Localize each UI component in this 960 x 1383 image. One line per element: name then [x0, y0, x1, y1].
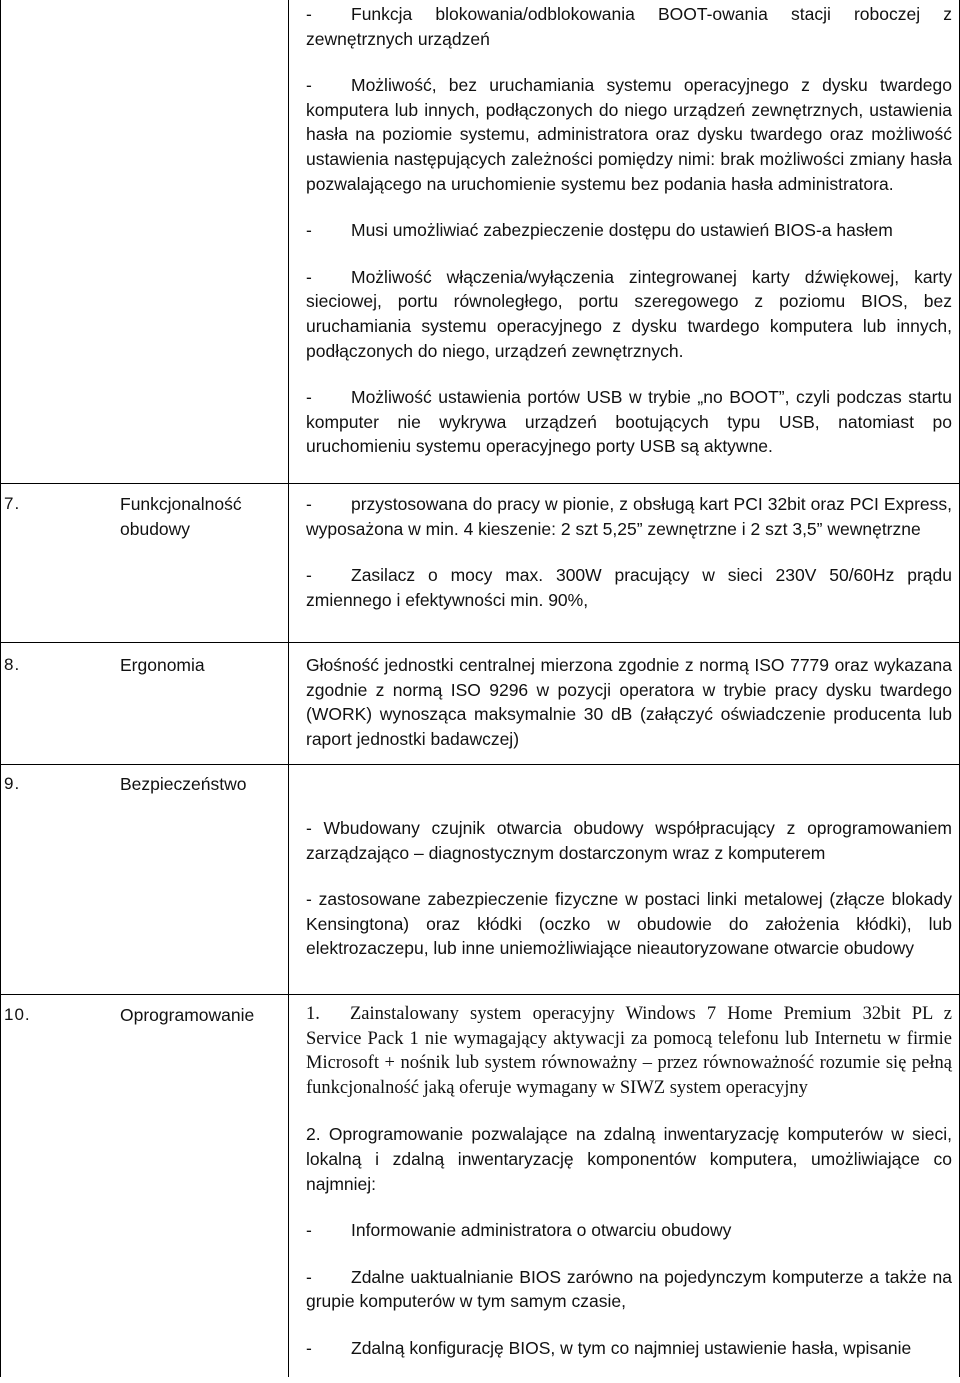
software-subitem: - Informowanie administratora o otwarciu obudowy	[306, 1220, 732, 1241]
software-item-1: 1. Zainstalowany system operacyjny Windows 7 Home Premium 32bit PL z Service Pack 1 nie wymagający aktywacji za pomocą telefonu lub Internetu w firmie Microsoft + nośnik lub system równoważny – przez równoważność rozumie się pełną funkcjonalność jaką oferuje wymagany w SIWZ system operacyjny	[306, 1004, 952, 1098]
requirement-item: - Musi umożliwiać zabezpieczenie dostępu do ustawień BIOS-a hasłem	[306, 220, 893, 241]
row-content-bezpieczenstwo	[306, 816, 952, 983]
table-left-border	[0, 0, 1, 1377]
requirement-item: - Możliwość włączenia/wyłączenia zintegrowanej karty dźwiękowej, karty sieciowej, portu równoległego, portu szeregowego z poziomu BIOS, bez uruchamiania systemu operacyjnego z dysku twardego komputera lub innych, podłączonych do niego, urządzeń zewnętrznych.	[306, 266, 952, 361]
requirement-text: Głośność jednostki centralnej mierzona zgodnie z normą ISO 7779 oraz wykazana zgodnie z normą ISO 9296 w pozycji operatora w trybie pracy dysku twardego (WORK) wynosząca maksymalnie 30 dB (załączyć oświadczenie producenta lub raport jednostki badawczej)	[306, 655, 952, 749]
row-label: Oprogramowanie	[120, 1005, 255, 1025]
table-column-divider	[288, 0, 289, 1377]
row-divider-10	[0, 994, 960, 995]
row-label: Bezpieczeństwo	[120, 774, 247, 794]
row-label: Funkcjonalność obudowy	[120, 494, 242, 539]
row-divider-8	[0, 642, 960, 643]
requirement-item: - Funkcja blokowania/odblokowania BOOT-owania stacji roboczej z zewnętrznych urządzeń	[306, 4, 952, 49]
requirement-item: - przystosowana do pracy w pionie, z obsługą kart PCI 32bit oraz PCI Express, wyposażona w min. 4 kieszenie: 2 szt 5,25” zewnętrzne i 2 szt 3,5” wewnętrzne	[306, 494, 952, 539]
row-number: 7.	[4, 494, 21, 513]
row-label: Ergonomia	[120, 655, 205, 675]
software-subitem: - Zdalne uaktualnianie BIOS zarówno na pojedynczym komputerze a także na grupie komputerów w tym samym czasie,	[306, 1266, 952, 1312]
row-number: 10.	[4, 1005, 31, 1024]
row-divider-7	[0, 483, 960, 484]
software-item-2: 2. Oprogramowanie pozwalające na zdalną inwentaryzację komputerów w sieci, lokalną i zdalną inwentaryzację komponentów komputera, umożliwiające co najmniej:	[306, 1124, 952, 1194]
software-subitem: - Zdalną konfigurację BIOS, w tym co najmniej ustawienie hasła, wpisanie	[306, 1337, 912, 1358]
requirement-item: - Możliwość, bez uruchamiania systemu operacyjnego z dysku twardego komputera lub innych, podłączonych do niego urządzeń zewnętrznych, ustawienia hasła na poziomie systemu, administratora oraz dysku twardego oraz możliwość ustawienia następujących zależności pomiędzy nimi: brak możliwości zmiany hasła pozwalającego na uruchomienie systemu bez podania hasła administratora.	[306, 75, 952, 194]
row-number: 8.	[4, 655, 21, 674]
requirement-item: - Wbudowany czujnik otwarcia obudowy współpracujący z oprogramowaniem zarządzająco – diagnostycznym dostarczonym wraz z komputerem	[306, 818, 952, 863]
requirement-item: - zastosowane zabezpieczenie fizyczne w postaci linki metalowej (złącze blokady Kensingtona) oraz kłódki (oczko w obudowie do założenia kłódki), lub elektrozaczepu, lub inne uniemożliwiające nieautoryzowane otwarcie obudowy	[306, 889, 952, 959]
requirement-item: - Zasilacz o mocy max. 300W pracujący w sieci 230V 50/60Hz prądu zmiennego i efektywności min. 90%,	[306, 565, 952, 610]
row-number: 9.	[4, 774, 21, 793]
row-content-oprogramowanie	[306, 1002, 952, 1383]
row-content-ergonomia	[306, 653, 952, 773]
bios-requirements	[306, 2, 952, 481]
requirement-item: - Możliwość ustawienia portów USB w trybie „no BOOT”, czyli podczas startu komputer nie wykrywa urządzeń bootujących typu USB, natomiast po uruchomieniu systemu operacyjnego porty USB są aktywne.	[306, 387, 952, 457]
row-content-obudowa	[306, 492, 952, 634]
